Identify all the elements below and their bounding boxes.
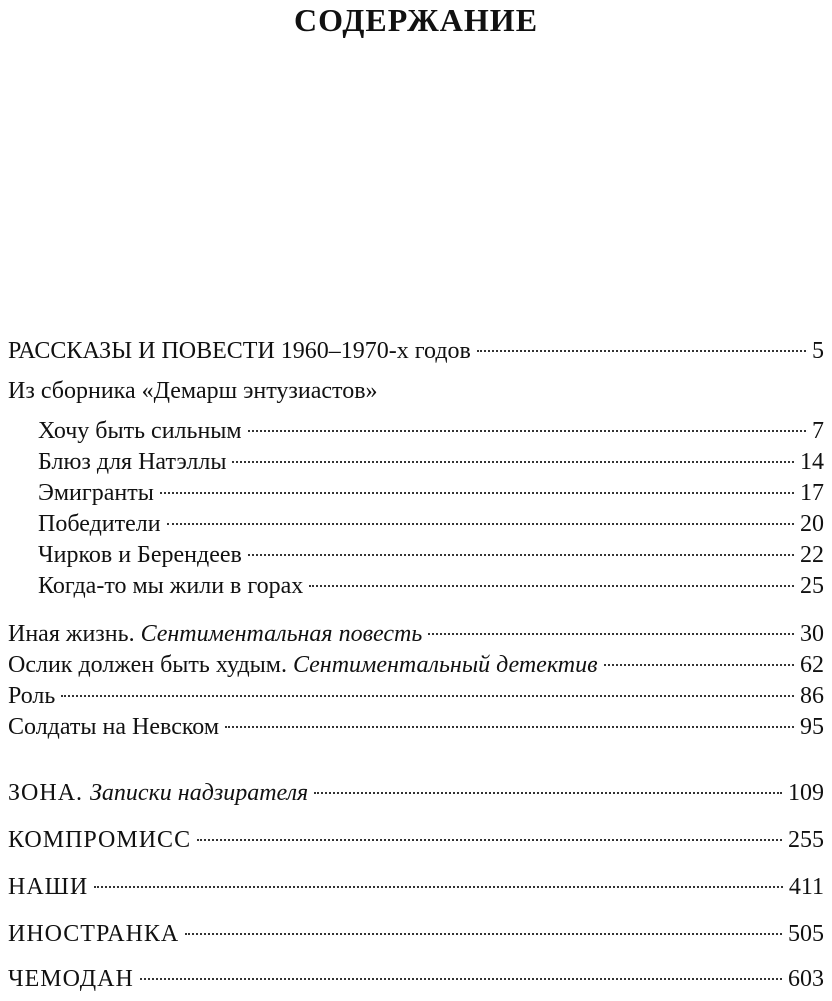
toc-page-number: 411 [788, 874, 824, 900]
dot-leader [167, 523, 794, 525]
dot-leader [477, 350, 806, 352]
dot-leader [94, 886, 783, 888]
toc-entry[interactable] [38, 540, 824, 570]
dot-leader [248, 554, 794, 556]
toc-entry[interactable] [38, 478, 824, 508]
toc-entry-subtitle: Сентиментальная повесть [140, 621, 423, 647]
toc-entry-label: Эмигранты [38, 480, 154, 506]
dot-leader [428, 633, 794, 635]
toc-entry-label: Победители [38, 511, 161, 537]
dot-leader [140, 978, 782, 980]
toc-page-number: 20 [800, 511, 824, 537]
toc-entry-label: Иная жизнь. Сентиментальная повесть [8, 621, 423, 647]
toc-entry[interactable] [38, 416, 824, 446]
toc-entry-zona[interactable] [8, 778, 824, 808]
toc-entry-label: Блюз для Натэллы [38, 449, 227, 475]
toc-entry-label: Ослик должен быть худым. Сентиментальный детектив [8, 652, 598, 678]
toc-page-number: 30 [800, 621, 824, 647]
toc-entry-subtitle: Записки надзирателя [90, 780, 309, 806]
toc-entry[interactable] [8, 681, 824, 711]
toc-entry[interactable] [8, 619, 824, 649]
toc-entry-label: Когда-то мы жили в горах [38, 573, 304, 599]
toc-page-number: 505 [788, 921, 824, 947]
dot-leader [61, 695, 794, 697]
toc-page-number: 5 [812, 338, 824, 364]
toc-entry-stories[interactable] [8, 336, 824, 366]
toc-entry-label: Солдаты на Невском [8, 714, 220, 740]
toc-entry-label: НАШИ [8, 874, 89, 900]
toc-page-number: 14 [800, 449, 824, 475]
toc-entry-label: ЧЕМОДАН [8, 966, 134, 992]
toc-entry[interactable] [38, 571, 824, 601]
toc-page-number: 25 [800, 573, 824, 599]
dot-leader [604, 664, 795, 666]
toc-entry-kompromiss[interactable] [8, 825, 824, 855]
toc-entry[interactable] [8, 650, 824, 680]
toc-entry-label: ЗОНА. Записки надзирателя [8, 780, 309, 806]
toc-entry-label: Чирков и Берендеев [38, 542, 242, 568]
dot-leader [197, 839, 782, 841]
toc-page-number: 95 [800, 714, 824, 740]
dot-leader [248, 430, 806, 432]
toc-page-number: 109 [788, 780, 824, 806]
toc-page-number: 603 [788, 966, 824, 992]
dot-leader [314, 792, 782, 794]
toc-entry[interactable] [8, 712, 824, 742]
toc-page-number: 22 [800, 542, 824, 568]
toc-entry[interactable] [38, 447, 824, 477]
toc-entry-inostranka[interactable] [8, 919, 824, 949]
toc-page-number: 86 [800, 683, 824, 709]
toc-entry-subtitle: Сентиментальный детектив [292, 652, 598, 678]
toc-page-number: 62 [800, 652, 824, 678]
toc-subheading-label: Из сборника «Демарш энтузиастов» [8, 378, 378, 404]
dot-leader [160, 492, 794, 494]
toc-page-number: 7 [812, 418, 824, 444]
toc-entry-label: РАССКАЗЫ И ПОВЕСТИ 1960–1970-х годов [8, 338, 471, 364]
toc-entry-label: Хочу быть сильным [38, 418, 242, 444]
toc-entry[interactable] [38, 509, 824, 539]
dot-leader [232, 461, 794, 463]
toc-entry-label: Роль [8, 683, 56, 709]
toc-entry-chemodan[interactable] [8, 964, 824, 994]
dot-leader [309, 585, 794, 587]
toc-entry-label: КОМПРОМИСС [8, 827, 192, 853]
page-title: СОДЕРЖАНИЕ [293, 2, 539, 38]
toc-subheading-collection [8, 376, 824, 406]
toc-entry-label: ИНОСТРАНКА [8, 921, 180, 947]
toc-page-number: 17 [800, 480, 824, 506]
toc-page-number: 255 [788, 827, 824, 853]
toc-entry-nashi[interactable] [8, 872, 824, 902]
dot-leader [225, 726, 794, 728]
dot-leader [185, 933, 782, 935]
